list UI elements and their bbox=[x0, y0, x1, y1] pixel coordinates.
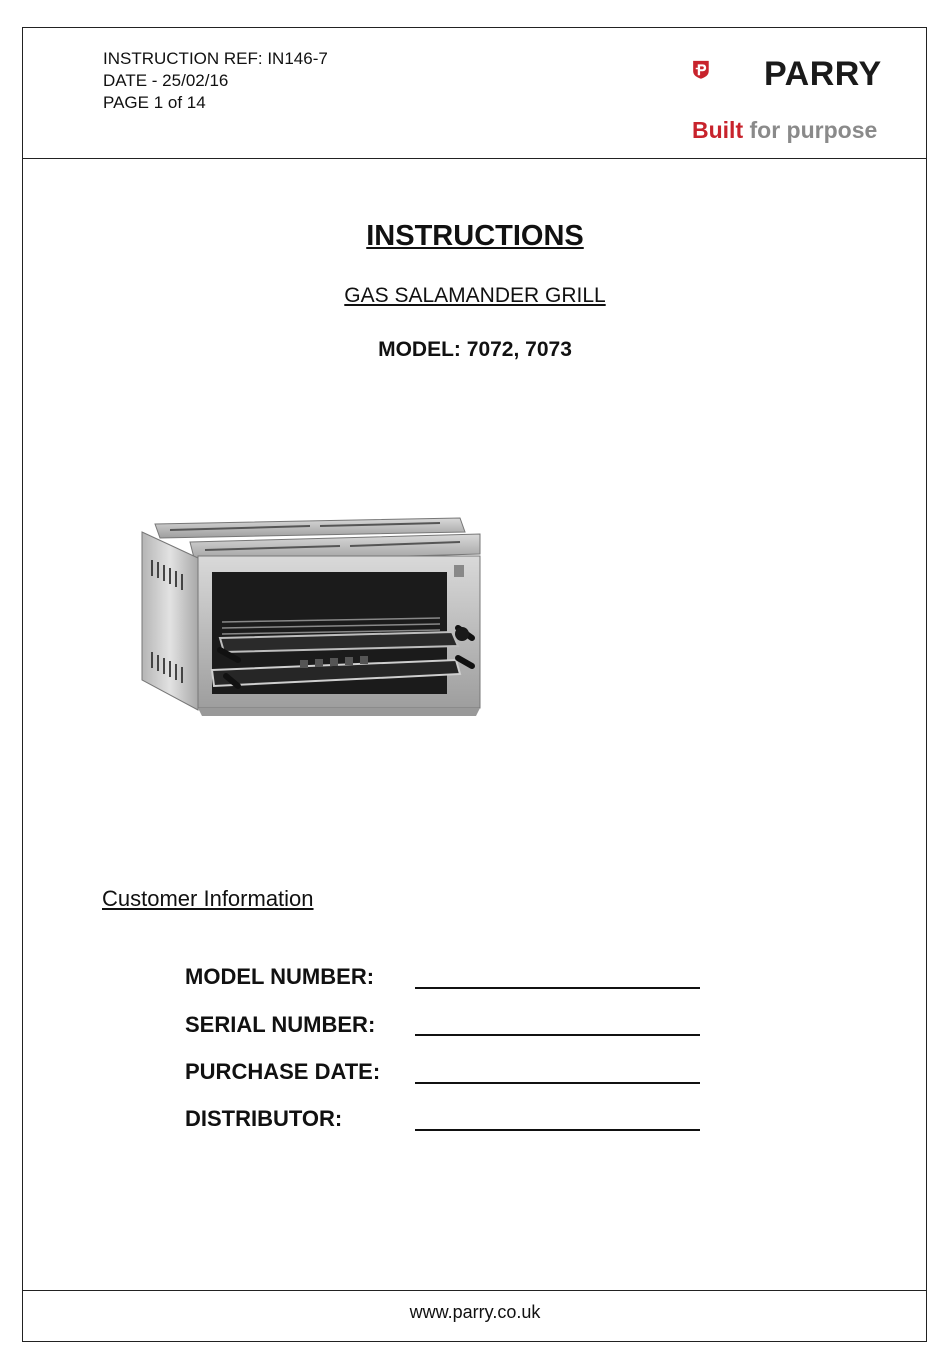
model-number-field[interactable] bbox=[415, 987, 700, 989]
purchase-date-label: PURCHASE DATE: bbox=[185, 1059, 381, 1084]
distributor-field[interactable] bbox=[415, 1129, 700, 1131]
model-number-label: MODEL NUMBER: bbox=[185, 964, 375, 989]
product-subtitle: GAS SALAMANDER GRILL bbox=[344, 284, 606, 307]
page-number: PAGE 1 of 14 bbox=[103, 93, 206, 112]
header-divider bbox=[22, 158, 927, 159]
serial-number-label: SERIAL NUMBER: bbox=[185, 1012, 376, 1037]
instruction-ref: INSTRUCTION REF: IN146-7 bbox=[103, 49, 328, 68]
brand-tagline bbox=[692, 117, 877, 144]
model-numbers: MODEL: 7072, 7073 bbox=[378, 338, 572, 361]
customer-info-heading: Customer Information bbox=[102, 886, 314, 911]
tagline-rest: for purpose bbox=[743, 117, 878, 143]
parry-shield-icon bbox=[692, 40, 754, 110]
distributor-label: DISTRIBUTOR: bbox=[185, 1106, 343, 1131]
footer-url[interactable]: www.parry.co.uk bbox=[409, 1302, 541, 1322]
serial-number-field[interactable] bbox=[415, 1034, 700, 1036]
page-title: INSTRUCTIONS bbox=[366, 220, 584, 252]
brand-name: PARRY bbox=[764, 55, 882, 93]
salamander-grill-image bbox=[140, 510, 485, 720]
tagline-bold: Built bbox=[692, 117, 744, 143]
document-date: DATE - 25/02/16 bbox=[103, 71, 229, 90]
purchase-date-field[interactable] bbox=[415, 1082, 700, 1084]
footer-divider bbox=[22, 1290, 927, 1291]
